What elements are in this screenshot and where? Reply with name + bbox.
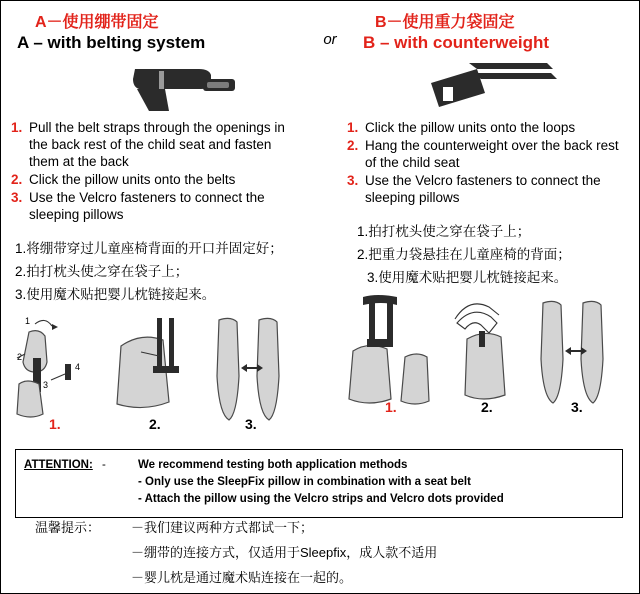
list-item: 2.拍打枕头使之穿在袋子上； [15,264,189,279]
method-b-title-chinese: B－使用重力袋固定 [375,14,515,31]
tips-label: 温馨提示： [35,520,101,535]
method-b-title-text: B – with counterweight [363,33,550,52]
figure-b-3-icon [533,295,625,407]
attention-row [24,457,614,508]
list-item [11,119,305,170]
counterweight-illustration [347,57,639,115]
step-number: 2. [11,172,23,187]
attention-line: We recommend testing both application methods [138,459,408,471]
figure-b-1 [347,295,439,413]
step-text: Hang the counterweight over the back rest of the child seat [365,138,619,170]
attention-lines [138,457,614,508]
figure-a-3-label: 3. [245,416,257,432]
method-a-column [1,1,313,432]
tips-lines [131,515,615,590]
tips-row [35,515,615,590]
step-number: 2. [347,138,359,153]
step-number: 1. [347,120,359,135]
belt-illustration [11,57,313,115]
method-b-column [347,1,639,432]
callout-3: 3 [43,380,49,390]
instruction-columns [1,1,639,432]
tips-line: －绷带的连接方式，仅适用于Sleepfix，成人款不适用 [131,545,438,560]
method-a-title-chinese: A－使用绷带固定 [35,14,159,31]
method-a-title-english: A – with belting system [17,33,206,52]
step-number: 3. [11,190,23,205]
belt-icon [129,61,239,113]
step-text: Click the pillow units onto the belts [29,172,236,187]
method-b-steps [347,119,639,206]
list-item: 2.把重力袋悬挂在儿童座椅的背面； [357,247,571,262]
attention-line: - Only use the SleepFix pillow in combination with a seat belt [138,476,471,488]
callout-2: 2 [17,352,23,362]
figure-b-2 [443,295,535,413]
list-item [347,137,631,171]
figure-b-2-label: 2. [481,399,493,415]
figure-a-1 [11,312,103,430]
tips-line: －我们建议两种方式都试一下； [131,520,314,535]
counterweight-icon [427,59,557,115]
step-text: Use the Velcro fasteners to connect the sleeping pillows [29,190,265,222]
step-number: 3. [347,173,359,188]
figure-a-1-icon [11,312,103,424]
method-b-figures [347,295,639,415]
step-text: Pull the belt straps through the openings in the back rest of the child seat and fasten them at the back [29,120,285,169]
step-number: 1. [11,120,23,135]
list-item [11,171,305,188]
figure-b-3-label: 3. [571,399,583,415]
figure-b-3 [533,295,625,413]
list-item [11,189,305,223]
attention-label: ATTENTION: [24,459,93,471]
figure-a-3 [207,312,299,430]
step-text: Click the pillow units onto the loops [365,120,576,135]
list-item: 3.使用魔术贴把婴儿枕链接起来。 [15,287,216,302]
list-item [347,172,631,206]
method-a-steps [11,119,313,223]
figure-a-2-icon [111,312,203,424]
separator-word: or [323,31,337,48]
tips-section [35,515,615,590]
attention-box [15,449,623,518]
figure-a-2-label: 2. [149,416,161,432]
figure-b-1-icon [347,295,439,407]
list-item [347,119,631,136]
callout-1: 1 [25,316,31,326]
separator-column [313,1,347,432]
list-item: 3.使用魔术贴把婴儿枕链接起来。 [367,270,568,285]
attention-line: - Attach the pillow using the Velcro strips and Velcro dots provided [138,493,504,505]
figure-a-2 [111,312,203,430]
method-b-steps-chinese [347,220,639,289]
figure-a-1-label: 1. [49,416,61,432]
figure-b-1-label: 1. [385,399,397,415]
list-item: 1.将绷带穿过儿童座椅背面的开口并固定好； [15,241,283,256]
method-b-title-english [363,33,639,53]
step-text: Use the Velcro fasteners to connect the sleeping pillows [365,173,601,205]
method-a-steps-chinese [11,237,313,306]
attention-dash: - [102,459,106,471]
figure-b-2-icon [443,295,535,407]
tips-line: －婴儿枕是通过魔术贴连接在一起的。 [131,570,353,585]
method-a-figures [11,312,313,432]
callout-4: 4 [75,362,81,372]
figure-a-3-icon [207,312,299,424]
list-item: 1.拍打枕头使之穿在袋子上； [357,224,531,239]
